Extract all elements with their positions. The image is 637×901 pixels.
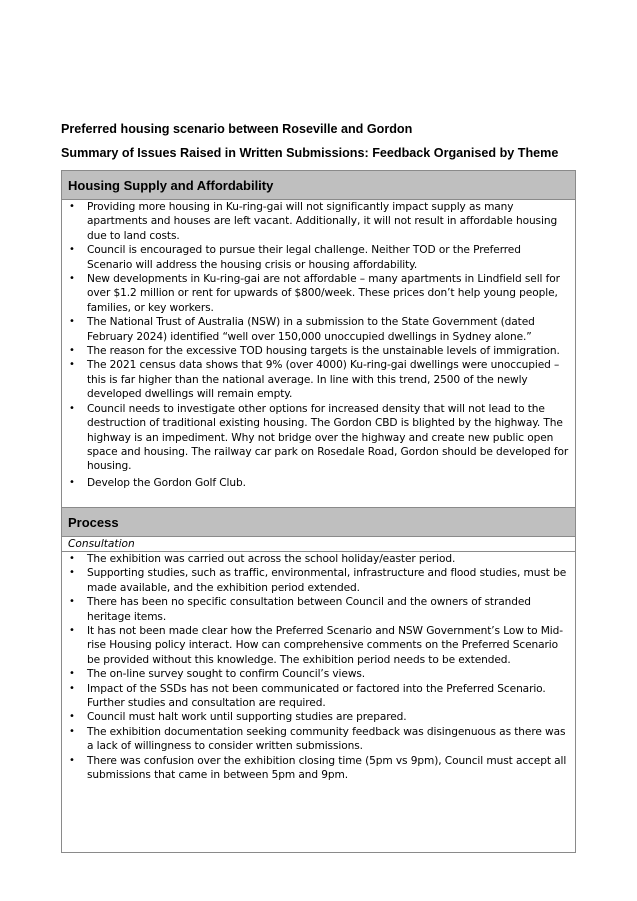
list-item-text: The exhibition documentation seeking community feedback was disingenuous as there was a lack of willingness to consider written submissions.	[87, 725, 566, 753]
bullet-icon: •	[69, 625, 75, 637]
list-item	[66, 402, 569, 474]
list-item	[66, 200, 569, 243]
bullet-icon: •	[69, 402, 75, 414]
list-item-text: Council must halt work until supporting studies are prepared.	[87, 711, 407, 724]
bullet-icon: •	[69, 725, 75, 737]
bullet-icon: •	[69, 567, 75, 579]
list-item-text: Providing more housing in Ku-ring-gai will not significantly impact supply as many apartments and houses are left vacant. Additionally, it will not result in affordable housing due to land costs.	[87, 201, 558, 242]
list-item-text: There was confusion over the exhibition closing time (5pm vs 9pm), Council must accept all submissions that came in between 5pm and 9pm.	[87, 754, 567, 782]
list-item	[66, 667, 569, 681]
list-item	[66, 476, 569, 490]
list-item	[66, 272, 569, 315]
list-item	[66, 710, 569, 724]
process-issues-list	[62, 552, 575, 783]
bullet-icon: •	[69, 316, 75, 328]
theme-section-process	[62, 537, 575, 852]
list-item	[66, 566, 569, 595]
theme-header-housing: Housing Supply and Affordability	[62, 171, 575, 200]
bullet-icon: •	[69, 359, 75, 371]
list-item	[66, 624, 569, 667]
bullet-icon: •	[69, 553, 75, 564]
bullet-icon: •	[69, 668, 75, 680]
list-item-text: The National Trust of Australia (NSW) in a submission to the State Government (dated February 2024) identified “well over 150,000 unoccupied dwellings in Sydney alone.”	[87, 316, 535, 343]
list-item-text: The on-line survey sought to confirm Council’s views.	[87, 668, 366, 681]
bullet-icon: •	[69, 345, 75, 357]
list-item-text: The reason for the excessive TOD housing targets is the unstainable levels of immigration.	[87, 345, 560, 358]
list-item-text: Supporting studies, such as traffic, environmental, infrastructure and flood studies, must be made available, and the exhibition period extended.	[87, 567, 567, 594]
list-item-text: New developments in Ku-ring-gai are not affordable – many apartments in Lindfield sell for over $1.2 million or rent for upwards of $800/week. These prices don’t help young people, families, or key workers.	[87, 273, 560, 314]
document-subtitle: Summary of Issues Raised in Written Submissions: Feedback Organised by Theme	[61, 146, 559, 160]
list-item	[66, 358, 569, 401]
list-item-text: The 2021 census data shows that 9% (over 4000) Ku-ring-gai dwellings were unoccupied – this is far higher than the national average. In line with this trend, 2500 of the newly developed dwellings will remain empty.	[87, 359, 560, 401]
list-item-text: It has not been made clear how the Preferred Scenario and NSW Government’s Low to Mid-rise Housing policy interact. How can comprehensive comments on the Preferred Scenario be provided without this knowledge. The exhibition period needs to be extended.	[87, 625, 563, 666]
list-item	[66, 315, 569, 344]
list-item	[66, 552, 569, 566]
bullet-icon: •	[69, 711, 75, 723]
housing-issues-list	[62, 200, 575, 490]
list-item	[66, 725, 569, 754]
bullet-icon: •	[69, 682, 75, 694]
list-item-text: Impact of the SSDs has not been communicated or factored into the Preferred Scenario. Further studies and consultation are required.	[87, 682, 546, 710]
list-item	[66, 682, 569, 711]
list-item-text: Council needs to investigate other options for increased density that will not lead to the destruction of traditional existing housing. The Gordon CBD is blighted by the highway. The highway is an impediment. Why not bridge over the highway and create new public open space and housing. The railway car park on Rosedale Road, Gordon should be developed for housing.	[87, 402, 569, 473]
list-item-text: Develop the Gordon Golf Club.	[87, 476, 246, 489]
list-item-text: There has been no specific consultation between Council and the owners of stranded heritage items.	[87, 596, 531, 623]
theme-table	[61, 170, 576, 853]
bullet-icon: •	[69, 244, 75, 256]
list-item	[66, 754, 569, 783]
bullet-icon: •	[69, 273, 75, 285]
list-item	[66, 243, 569, 272]
subheading-consultation: Consultation	[62, 537, 575, 552]
bullet-icon: •	[69, 476, 75, 488]
document-title: Preferred housing scenario between Roseville and Gordon	[61, 122, 413, 136]
list-item-text: Council is encouraged to pursue their legal challenge. Neither TOD or the Preferred Scenario will address the housing crisis or housing affordability.	[87, 244, 521, 271]
theme-section-housing	[62, 200, 575, 508]
bullet-icon: •	[69, 596, 75, 608]
bullet-icon: •	[69, 201, 75, 212]
bullet-icon: •	[69, 754, 75, 766]
theme-header-process: Process	[62, 508, 575, 537]
list-item-text: The exhibition was carried out across the school holiday/easter period.	[87, 553, 456, 565]
list-item	[66, 595, 569, 624]
list-item	[66, 344, 569, 358]
